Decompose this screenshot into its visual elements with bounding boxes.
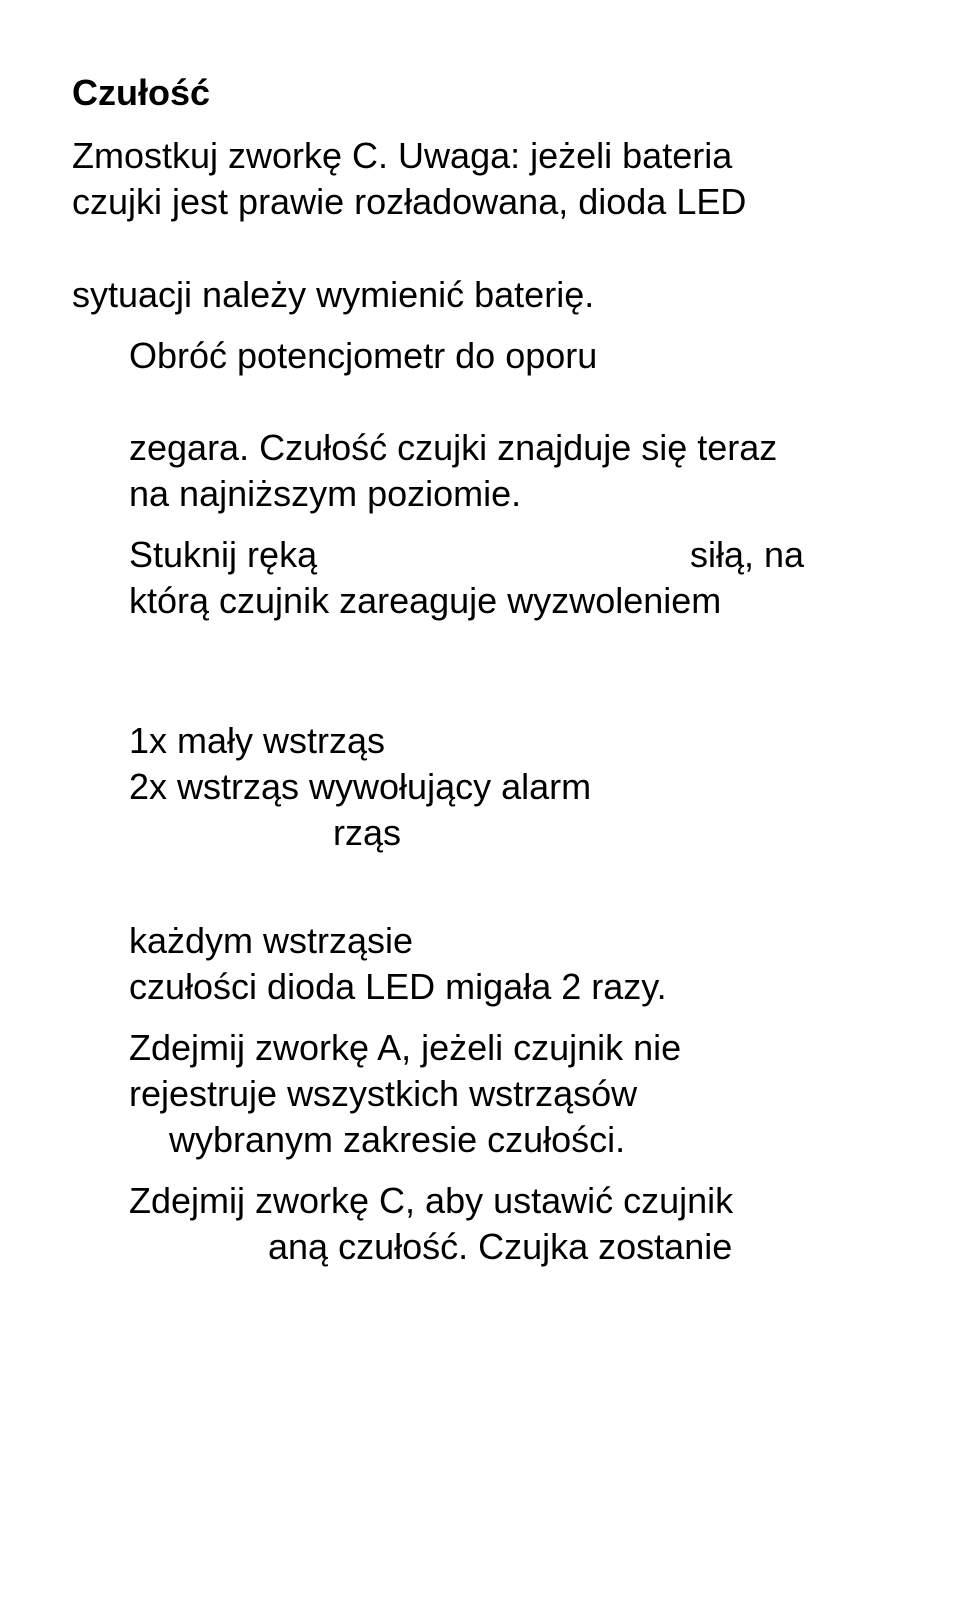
text-line: na najniższym poziomie.: [129, 473, 522, 514]
text-line: rejestruje wszystkich wstrząsów: [129, 1073, 638, 1114]
text-line: sytuacji należy wymienić baterię.: [72, 274, 595, 315]
text-line: czułości dioda LED migała 2 razy.: [129, 966, 667, 1007]
list-item: 2x wstrząs wywołujący alarm: [129, 766, 592, 807]
text-line: rząs: [333, 812, 402, 853]
section-heading: Czułość: [72, 72, 211, 113]
text-line: siłą, na: [690, 534, 805, 575]
text-line: Zdejmij zworkę C, aby ustawić czujnik: [129, 1180, 734, 1221]
text-line: Obróć potencjometr do oporu: [129, 335, 598, 376]
text-line: którą czujnik zareaguje wyzwoleniem: [129, 580, 722, 621]
text-line: zegara. Czułość czujki znajduje się teraz: [129, 427, 778, 468]
text-line: wybranym zakresie czułości.: [169, 1119, 626, 1160]
text-line: Stuknij ręką: [129, 534, 318, 575]
text-line: Zdejmij zworkę A, jeżeli czujnik nie: [129, 1027, 682, 1068]
text-line: Zmostkuj zworkę C. Uwaga: jeżeli bateria: [72, 135, 733, 176]
list-item: 1x mały wstrząs: [129, 720, 386, 761]
text-line: każdym wstrząsie: [129, 920, 414, 961]
text-line: czujki jest prawie rozładowana, dioda LED: [72, 181, 747, 222]
text-line: aną czułość. Czujka zostanie: [268, 1226, 733, 1267]
